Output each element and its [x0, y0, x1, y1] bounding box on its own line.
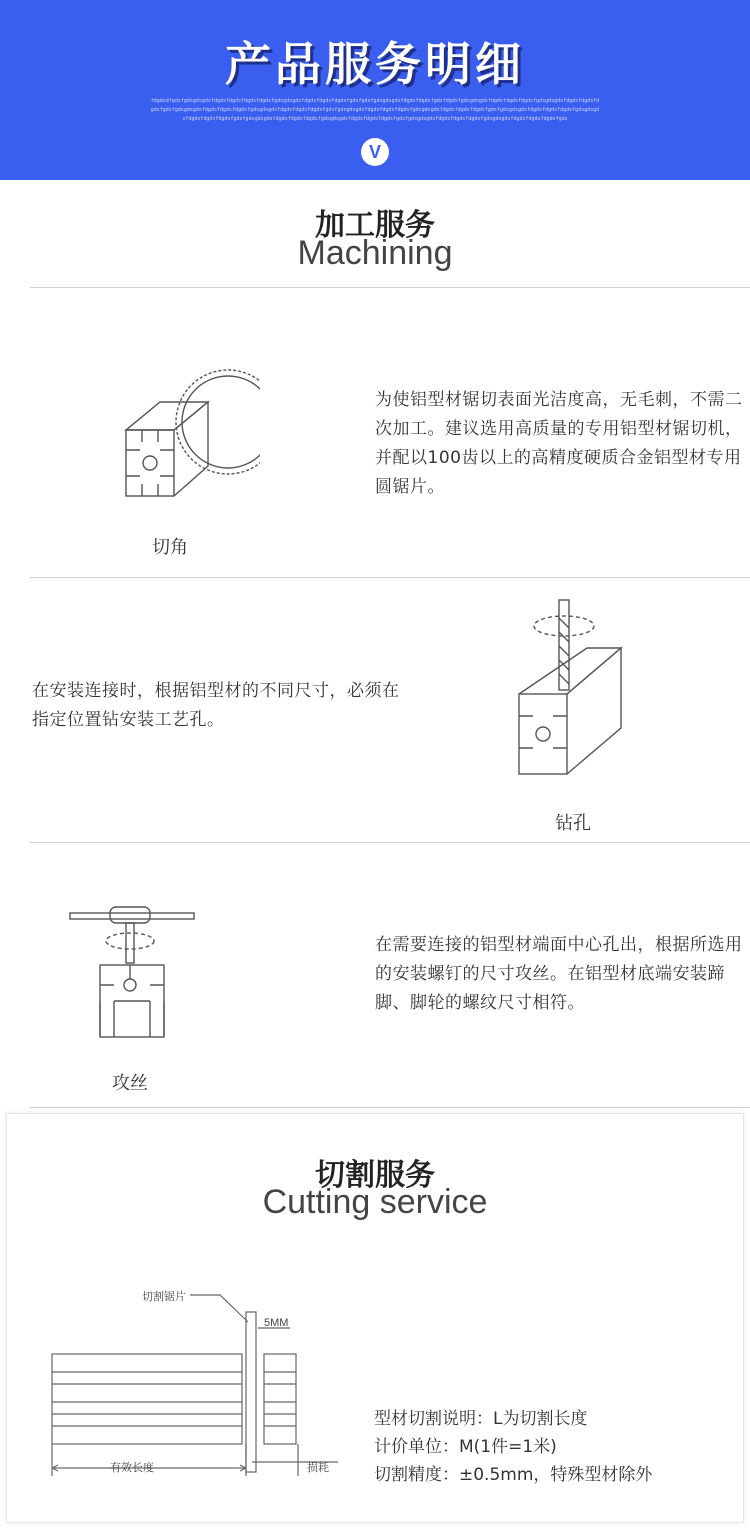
machining-item-text: 为使铝型材锯切表面光洁度高，无毛刺，不需二次加工。建议选用高质量的专用铝型材锯切机，并配以100齿以上的高精度硬质合金铝型材专用圆锯片。 — [375, 390, 743, 497]
divider — [30, 1107, 750, 1108]
effective-length-label: 有效长度 — [110, 1461, 154, 1474]
banner-subtitle: fdgdsdfgdsfgdsgdsgdsfdgdsfdgdsfdgdsfdgdsfgdsgdsgdsfdgdsfdgdsfdgdsfgdsfgdsfgdsgdsgdsfdgdsfdgdsfgdsfdgdsfgdsgdsgdsfdgdsfdgdsfdgdsfgdsgdsgdsfdgdsfdgdsfdgdsfgdsfgdsgdsgdsfdgdsfdgdsfdgdsfgdsgdsgdsfdgdsfdgdsfdgdsfgdsfgdsgdsgdsfdgdsfdgdsfdgdsfgdsgdsgdsfdgdsfdgdsfdgdsfgdsfgdsgdsgdsfdgdsfdgdsfdgdsfgdsgdsgdsfdgdsfdgdsfdgdsfgdsfgdsgdsgdsfdgdsfdgdsfdgdsfgdsgdsgdsfdgdsfdgdsfdgdsfgdsfgdsgdsgdsfdgdsfdgdsfdgdsfgdsgdsgdsfdgdsfdgdsfdgdsfgds — [150, 98, 600, 122]
machining-item-caption: 攻丝 — [112, 1073, 148, 1094]
divider — [30, 287, 750, 288]
drill-profile-icon — [515, 598, 625, 783]
saw-blade-profile-icon — [120, 362, 260, 512]
machining-item-text: 在安装连接时，根据铝型材的不同尺寸，必须在指定位置钻安装工艺孔。 — [32, 681, 400, 730]
machining-item-caption: 钻孔 — [555, 813, 591, 834]
cutting-diagram — [40, 1280, 350, 1480]
kerf-label: 5MM — [264, 1317, 289, 1329]
chevron-badge-icon: V — [361, 138, 389, 166]
header-banner — [0, 0, 750, 180]
loss-label: 损耗 — [307, 1461, 329, 1474]
cutting-subtitle: Cutting service — [262, 1183, 488, 1221]
machining-title: 加工服务 — [315, 208, 435, 243]
cutting-title: 切割服务 — [315, 1158, 435, 1193]
divider — [30, 842, 750, 843]
cutting-note: 切割精度：±0.5mm，特殊型材除外 — [374, 1465, 653, 1485]
page-title: 产品服务明细 — [225, 37, 525, 91]
divider — [30, 577, 750, 578]
machining-subtitle: Machining — [297, 234, 453, 272]
blade-label: 切割锯片 — [142, 1290, 186, 1303]
cutting-notes — [374, 1405, 734, 1489]
machining-item-caption: 切角 — [152, 537, 188, 558]
cutting-note: 型材切割说明：L为切割长度 — [374, 1409, 588, 1429]
machining-item-text: 在需要连接的铝型材端面中心孔出，根据所选用的安装螺钉的尺寸攻丝。在铝型材底端安装蹄脚、脚轮的螺纹尺寸相符。 — [375, 935, 743, 1013]
cutting-note: 计价单位：M(1件=1米) — [374, 1437, 557, 1457]
tap-profile-icon — [68, 905, 198, 1040]
